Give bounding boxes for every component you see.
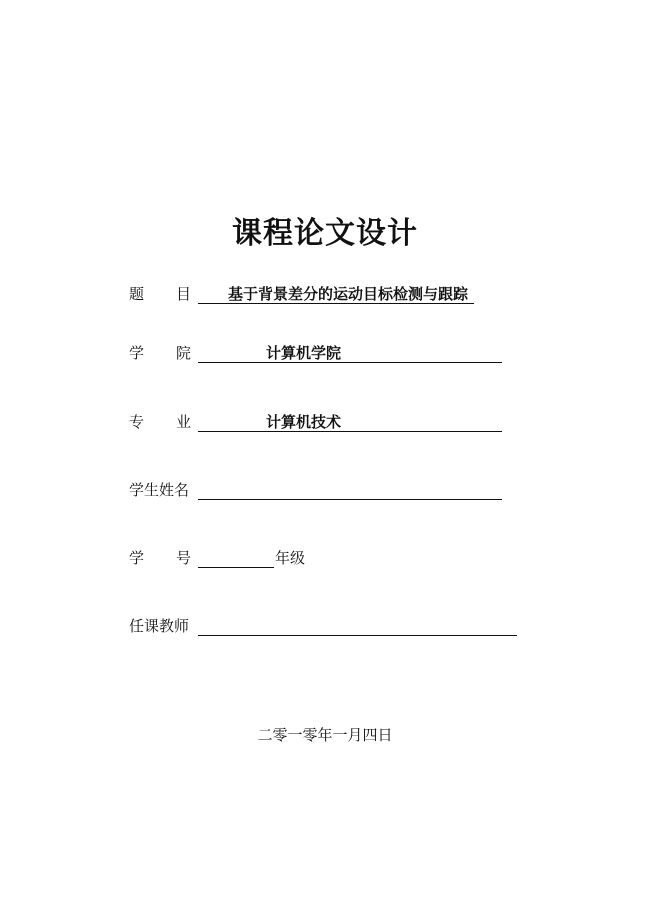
document-date: 二零一零年一月四日 — [257, 726, 393, 744]
grade-suffix: 年级 — [275, 549, 306, 567]
document-title: 课程论文设计 — [232, 216, 418, 251]
student-name-field[interactable] — [198, 479, 502, 500]
teacher-field[interactable] — [198, 615, 517, 636]
topic-field — [198, 283, 474, 304]
college-field — [198, 342, 502, 363]
college-value: 计算机学院 — [266, 344, 342, 362]
major-value: 计算机技术 — [266, 413, 342, 431]
student-id-field[interactable] — [198, 547, 274, 568]
teacher-label: 任课教师 — [129, 617, 190, 635]
topic-value: 基于背景差分的运动目标检测与跟踪 — [228, 285, 469, 303]
student-name-label: 学生姓名 — [129, 481, 190, 499]
major-field — [198, 411, 502, 432]
